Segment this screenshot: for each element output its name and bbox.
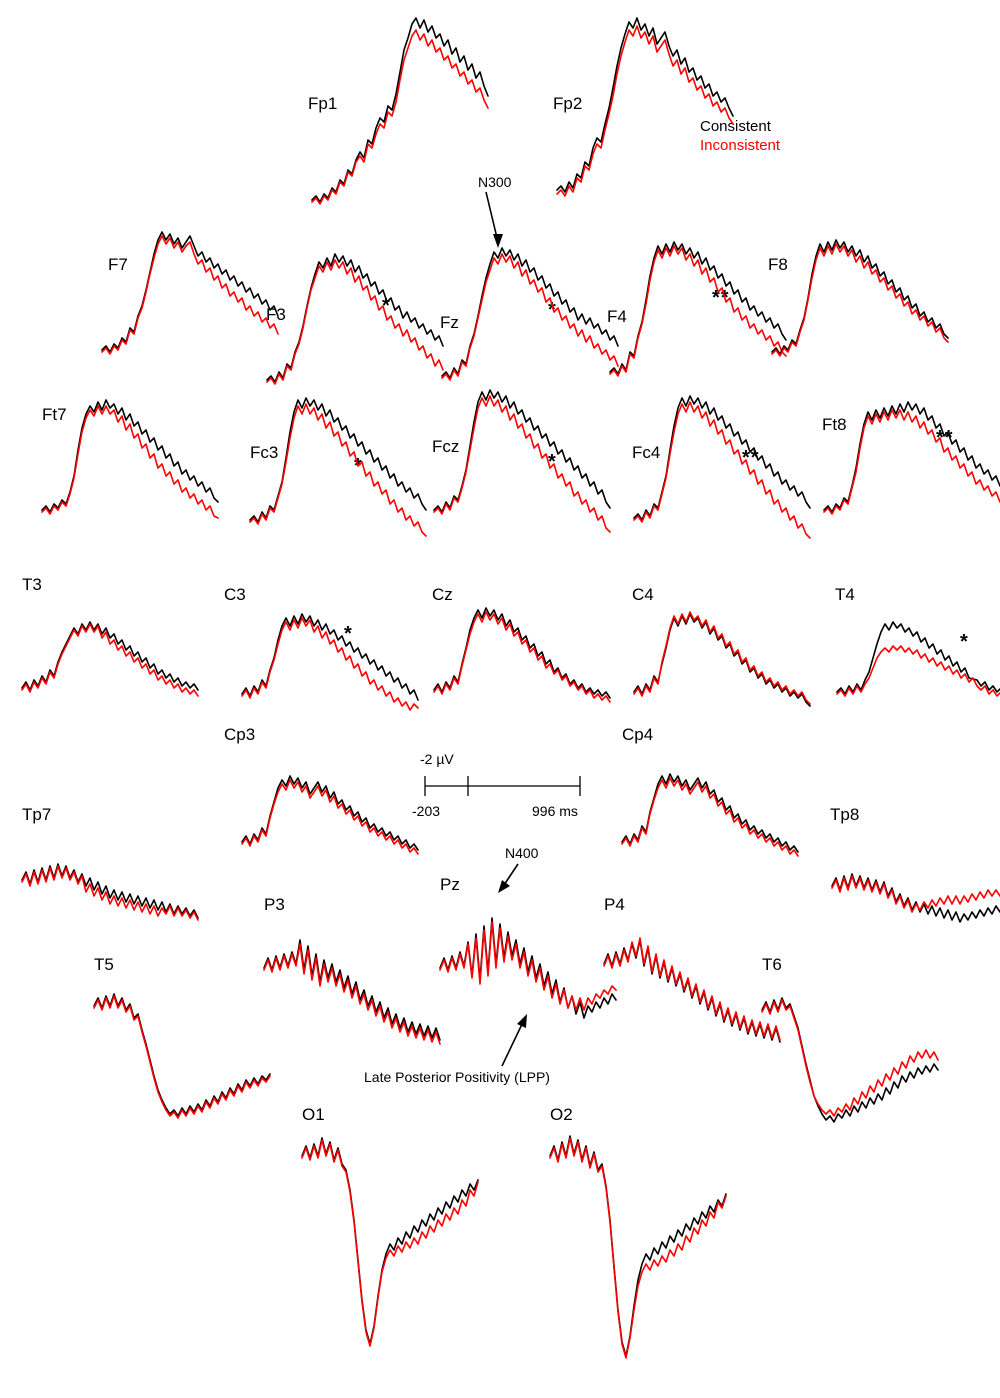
waveform-panel-fcz	[432, 368, 612, 538]
legend-item-inconsistent: Inconsistent	[700, 136, 781, 154]
waveform-panel-cz	[432, 586, 612, 706]
panel-label-fp2: Fp2	[553, 94, 583, 113]
waveform-panel-fc4	[632, 372, 812, 542]
n400-arrow-icon	[488, 860, 528, 900]
panel-label-pz: Pz	[440, 875, 460, 894]
panel-label-fp1: Fp1	[308, 94, 338, 113]
significance-mark-f3: *	[382, 295, 391, 317]
panel-label-p3: P3	[264, 895, 285, 914]
significance-mark-fc4: **	[742, 447, 760, 469]
waveform-panel-pz	[438, 898, 618, 1068]
panel-label-cp3: Cp3	[224, 725, 256, 744]
waveform-panel-o1	[300, 1120, 480, 1360]
panel-label-t5: T5	[94, 955, 114, 974]
panel-label-fc3: Fc3	[250, 443, 279, 462]
waveform-panel-c4	[632, 592, 812, 712]
waveform-panel-fp2	[555, 10, 735, 210]
panel-label-t3: T3	[22, 575, 42, 594]
annotation-lpp: Late Posterior Positivity (LPP)	[364, 1069, 550, 1085]
panel-label-f4: F4	[607, 307, 627, 326]
panel-label-t4: T4	[835, 585, 855, 604]
panel-label-fc4: Fc4	[632, 443, 661, 462]
panel-label-p4: P4	[604, 895, 625, 914]
waveform-panel-t4	[835, 600, 1000, 710]
panel-label-cz: Cz	[432, 585, 453, 604]
panel-label-c3: C3	[224, 585, 246, 604]
waveform-panel-ft7	[40, 380, 220, 530]
panel-label-o2: O2	[550, 1105, 573, 1124]
significance-mark-f4: **	[712, 287, 730, 309]
waveform-panel-t5	[92, 980, 272, 1140]
scale-bar	[420, 770, 590, 800]
waveform-panel-fz	[440, 230, 620, 390]
scale-amplitude-label: -2 µV	[420, 751, 454, 767]
waveform-panel-f8	[770, 220, 950, 370]
panel-label-f3: F3	[266, 305, 286, 324]
significance-mark-fz: *	[548, 299, 557, 321]
legend-item-consistent: Consistent	[700, 118, 771, 135]
scale-time-end-label: 996 ms	[532, 803, 578, 819]
significance-mark-fcz: *	[548, 451, 557, 473]
waveform-panel-fp1	[310, 10, 490, 210]
panel-label-ft8: Ft8	[822, 415, 847, 434]
waveform-panel-p4	[602, 918, 782, 1078]
waveform-panel-f7	[100, 210, 280, 360]
significance-mark-t4: *	[960, 631, 969, 653]
waveform-panel-tp7	[20, 826, 200, 936]
waveform-panel-o2	[548, 1120, 728, 1370]
waveform-panel-t3	[20, 596, 200, 706]
waveform-panel-f4	[608, 224, 788, 384]
waveform-panel-tp8	[830, 834, 1000, 944]
panel-label-tp7: Tp7	[22, 805, 52, 824]
panel-label-tp8: Tp8	[830, 805, 860, 824]
panel-label-f7: F7	[108, 255, 128, 274]
waveform-panel-t6	[760, 980, 940, 1140]
panel-label-c4: C4	[632, 585, 654, 604]
waveform-panel-cp3	[240, 746, 420, 866]
waveform-panel-c3	[240, 592, 420, 712]
scale-time-start-label: -203	[412, 803, 441, 819]
panel-label-f8: F8	[768, 255, 788, 274]
panel-label-fz: Fz	[440, 313, 459, 332]
annotation-n300: N300	[478, 174, 512, 190]
panel-label-o1: O1	[302, 1105, 325, 1124]
waveform-panel-p3	[262, 920, 442, 1080]
waveform-panel-ft8	[822, 378, 1000, 538]
significance-mark-c3: *	[344, 623, 353, 645]
panel-label-cp4: Cp4	[622, 725, 654, 744]
waveform-panel-cp4	[620, 746, 800, 866]
panel-label-fcz: Fcz	[432, 437, 460, 456]
annotation-n400: N400	[505, 845, 539, 861]
significance-mark-ft8: **	[936, 427, 954, 449]
panel-label-t6: T6	[762, 955, 782, 974]
significance-mark-fc3: *	[354, 455, 363, 477]
panel-label-ft7: Ft7	[42, 405, 67, 424]
waveform-panel-f3	[265, 232, 445, 392]
waveform-panel-fc3	[248, 370, 428, 540]
